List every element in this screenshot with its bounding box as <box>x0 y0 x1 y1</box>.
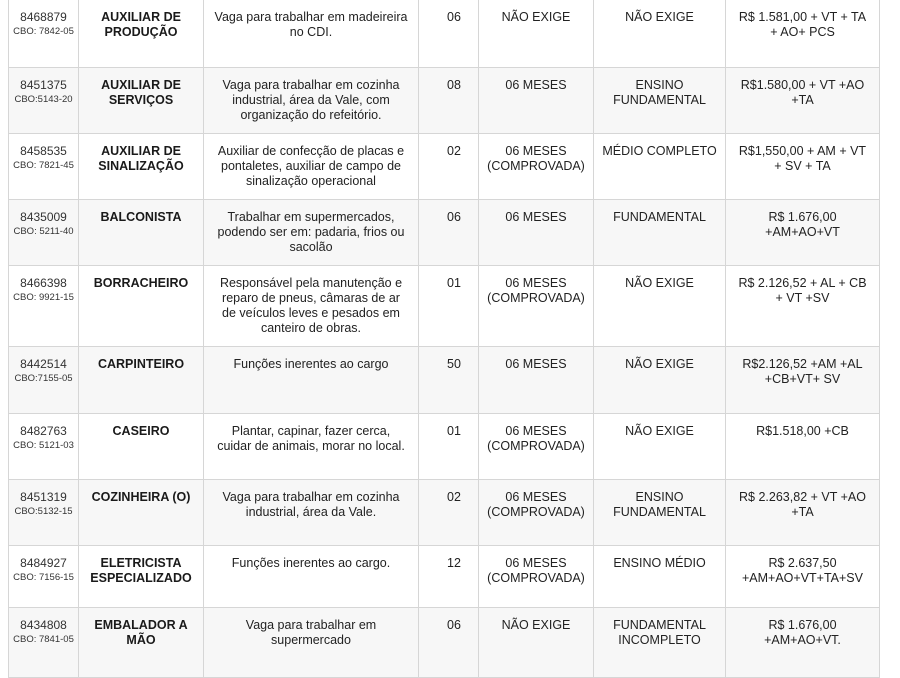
salary-benefits: R$ 1.676,00 +AM+AO+VT. <box>726 608 880 678</box>
job-title: ELETRICISTA ESPECIALIZADO <box>79 546 204 608</box>
vacancy-quantity: 50 <box>447 357 461 371</box>
vacancy-code-cell <box>9 200 79 266</box>
cbo-code: CBO: 7156-15 <box>13 572 74 583</box>
vacancy-quantity: 02 <box>447 144 461 158</box>
vacancy-quantity: 06 <box>447 618 461 632</box>
table-row <box>9 480 880 546</box>
table-row <box>9 266 880 347</box>
vacancy-code: 8451319 <box>20 490 67 504</box>
education-required: NÃO EXIGE <box>594 0 726 68</box>
vacancy-code: 8482763 <box>20 424 67 438</box>
vacancy-code-cell <box>9 546 79 608</box>
experience-required: 06 MESES (COMPROVADA) <box>479 134 594 200</box>
education-required: NÃO EXIGE <box>594 266 726 347</box>
vacancy-quantity-cell <box>419 134 479 200</box>
job-description: Funções inerentes ao cargo. <box>204 546 419 608</box>
vacancy-quantity: 01 <box>447 424 461 438</box>
vacancy-code-cell <box>9 68 79 134</box>
job-description: Vaga para trabalhar em supermercado <box>204 608 419 678</box>
experience-required: 06 MESES <box>479 200 594 266</box>
job-title: EMBALADOR A MÃO <box>79 608 204 678</box>
cbo-code: CBO: 9921-15 <box>13 292 74 303</box>
experience-required: 06 MESES (COMPROVADA) <box>479 480 594 546</box>
education-required: NÃO EXIGE <box>594 414 726 480</box>
table-row <box>9 347 880 414</box>
education-required: FUNDAMENTAL <box>594 200 726 266</box>
education-required: MÉDIO COMPLETO <box>594 134 726 200</box>
vacancy-code: 8442514 <box>20 357 67 371</box>
cbo-code: CBO:7155-05 <box>14 373 73 384</box>
salary-benefits: R$ 1.581,00 + VT + TA + AO+ PCS <box>726 0 880 68</box>
vacancy-code: 8466398 <box>20 276 67 290</box>
vacancy-code-cell <box>9 414 79 480</box>
salary-benefits: R$ 2.637,50 +AM+AO+VT+TA+SV <box>726 546 880 608</box>
vacancy-quantity-cell <box>419 546 479 608</box>
salary-benefits: R$1.518,00 +CB <box>726 414 880 480</box>
experience-required: 06 MESES <box>479 68 594 134</box>
vacancy-code: 8484927 <box>20 556 67 570</box>
vacancy-code: 8468879 <box>20 10 67 24</box>
vacancy-quantity: 01 <box>447 276 461 290</box>
job-description: Trabalhar em supermercados, podendo ser em: padaria, frios ou sacolão <box>204 200 419 266</box>
job-description: Auxiliar de confecção de placas e pontaletes, auxiliar de campo de sinalização operacional <box>204 134 419 200</box>
vacancy-quantity-cell <box>419 266 479 347</box>
experience-required: 06 MESES (COMPROVADA) <box>479 266 594 347</box>
vacancy-code-cell <box>9 608 79 678</box>
job-title: CARPINTEIRO <box>79 347 204 414</box>
cbo-code: CBO: 5121-03 <box>13 440 74 451</box>
experience-required: NÃO EXIGE <box>479 0 594 68</box>
table-row <box>9 68 880 134</box>
vacancy-code-cell <box>9 347 79 414</box>
job-vacancies-table <box>8 0 880 678</box>
education-required: NÃO EXIGE <box>594 347 726 414</box>
job-title: AUXILIAR DE SINALIZAÇÃO <box>79 134 204 200</box>
table-row <box>9 608 880 678</box>
vacancy-code: 8458535 <box>20 144 67 158</box>
salary-benefits: R$ 2.126,52 + AL + CB + VT +SV <box>726 266 880 347</box>
education-required: ENSINO FUNDAMENTAL <box>594 68 726 134</box>
table-row <box>9 414 880 480</box>
job-title: AUXILIAR DE SERVIÇOS <box>79 68 204 134</box>
vacancy-quantity-cell <box>419 414 479 480</box>
job-description: Responsável pela manutenção e reparo de pneus, câmaras de ar de veículos leves e pesados em canteiro de obras. <box>204 266 419 347</box>
cbo-code: CBO:5132-15 <box>14 506 73 517</box>
vacancy-code: 8435009 <box>20 210 67 224</box>
salary-benefits: R$ 2.263,82 + VT +AO +TA <box>726 480 880 546</box>
vacancy-quantity-cell <box>419 68 479 134</box>
job-description: Vaga para trabalhar em madeireira no CDI. <box>204 0 419 68</box>
vacancy-code-cell <box>9 266 79 347</box>
vacancy-quantity: 08 <box>447 78 461 92</box>
education-required: ENSINO MÉDIO <box>594 546 726 608</box>
vacancy-quantity: 12 <box>447 556 461 570</box>
vacancy-quantity: 06 <box>447 210 461 224</box>
experience-required: 06 MESES (COMPROVADA) <box>479 414 594 480</box>
vacancy-code: 8451375 <box>20 78 67 92</box>
table-row <box>9 546 880 608</box>
vacancy-code-cell <box>9 480 79 546</box>
experience-required: 06 MESES <box>479 347 594 414</box>
job-description: Vaga para trabalhar em cozinha industrial, área da Vale. <box>204 480 419 546</box>
salary-benefits: R$2.126,52 +AM +AL +CB+VT+ SV <box>726 347 880 414</box>
job-description: Vaga para trabalhar em cozinha industrial, área da Vale, com organização do refeitório. <box>204 68 419 134</box>
job-title: COZINHEIRA (O) <box>79 480 204 546</box>
vacancy-quantity-cell <box>419 480 479 546</box>
vacancy-quantity-cell <box>419 608 479 678</box>
vacancy-code-cell <box>9 0 79 68</box>
job-title: BALCONISTA <box>79 200 204 266</box>
cbo-code: CBO: 5211-40 <box>13 226 74 237</box>
cbo-code: CBO: 7821-45 <box>13 160 74 171</box>
salary-benefits: R$1,550,00 + AM + VT + SV + TA <box>726 134 880 200</box>
vacancy-code: 8434808 <box>20 618 67 632</box>
table-row <box>9 200 880 266</box>
vacancy-quantity: 06 <box>447 10 461 24</box>
education-required: FUNDAMENTAL INCOMPLETO <box>594 608 726 678</box>
vacancy-quantity-cell <box>419 0 479 68</box>
experience-required: NÃO EXIGE <box>479 608 594 678</box>
job-title: AUXILIAR DE PRODUÇÃO <box>79 0 204 68</box>
vacancy-quantity-cell <box>419 347 479 414</box>
cbo-code: CBO: 7841-05 <box>13 634 74 645</box>
table-row <box>9 134 880 200</box>
education-required: ENSINO FUNDAMENTAL <box>594 480 726 546</box>
vacancy-quantity-cell <box>419 200 479 266</box>
job-description: Funções inerentes ao cargo <box>204 347 419 414</box>
table-row <box>9 0 880 68</box>
job-description: Plantar, capinar, fazer cerca, cuidar de animais, morar no local. <box>204 414 419 480</box>
job-title: BORRACHEIRO <box>79 266 204 347</box>
cbo-code: CBO:5143-20 <box>14 94 73 105</box>
vacancy-code-cell <box>9 134 79 200</box>
cbo-code: CBO: 7842-05 <box>13 26 74 37</box>
salary-benefits: R$1.580,00 + VT +AO +TA <box>726 68 880 134</box>
experience-required: 06 MESES (COMPROVADA) <box>479 546 594 608</box>
job-title: CASEIRO <box>79 414 204 480</box>
vacancy-quantity: 02 <box>447 490 461 504</box>
salary-benefits: R$ 1.676,00 +AM+AO+VT <box>726 200 880 266</box>
